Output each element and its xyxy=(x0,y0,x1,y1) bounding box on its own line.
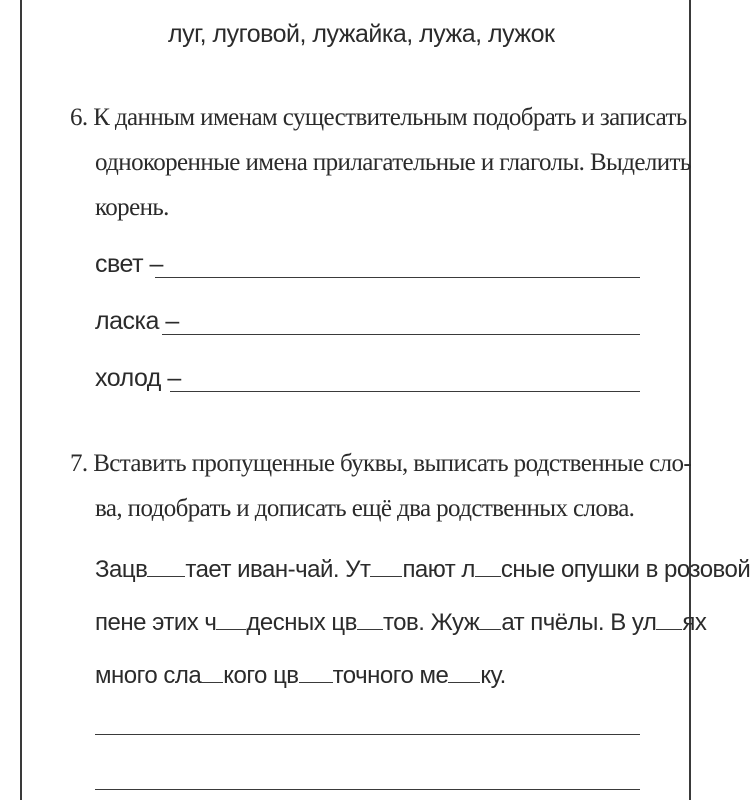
text-fragment: ку. xyxy=(480,662,506,689)
word-list: луг, луговой, лужайка, лужа, лужок xyxy=(168,20,555,48)
letter-gap[interactable] xyxy=(475,554,501,577)
letter-gap[interactable] xyxy=(201,660,223,683)
task-7-line-2: ва, подобрать и дописать ещё два родственных слова. xyxy=(95,495,635,522)
answer-label-svet: свет – xyxy=(95,250,163,278)
text-fragment: пают л xyxy=(402,556,475,583)
gap-text-line-1 xyxy=(95,543,750,596)
task-6-instructions xyxy=(70,95,691,230)
text-fragment: Зацв xyxy=(95,556,148,583)
letter-gap[interactable] xyxy=(479,607,501,630)
task-6-line-3: корень. xyxy=(95,194,169,221)
text-fragment: пене этих ч xyxy=(95,609,217,636)
letter-gap[interactable] xyxy=(357,607,383,630)
answer-line-svet[interactable] xyxy=(155,277,640,278)
text-fragment: тает иван-чай. Ут xyxy=(185,556,371,583)
text-fragment: ях xyxy=(682,609,707,636)
letter-gap[interactable] xyxy=(299,660,333,683)
answer-line-2[interactable] xyxy=(95,789,640,790)
text-fragment: ат пчёлы. В ул xyxy=(501,609,657,636)
task-7-line-1: 7. Вставить пропущенные буквы, выписать родственные сло- xyxy=(70,450,692,477)
task-7-instructions xyxy=(70,441,691,531)
answer-label-laska: ласка – xyxy=(95,307,179,335)
text-fragment: тов. Жуж xyxy=(382,609,480,636)
text-fragment: кого цв xyxy=(223,662,299,689)
answer-line-kholod[interactable] xyxy=(170,391,640,392)
answer-row-svet xyxy=(95,250,640,280)
task-6-line-2: однокоренные имена прилагательные и глаголы. Выделить xyxy=(95,149,691,176)
text-fragment: много сла xyxy=(95,662,202,689)
letter-gap[interactable] xyxy=(656,607,682,630)
letter-gap[interactable] xyxy=(448,660,480,683)
answer-label-kholod: холод – xyxy=(95,364,181,392)
gap-text-line-3 xyxy=(95,649,750,702)
answer-line-laska[interactable] xyxy=(162,334,640,335)
text-fragment: десных цв xyxy=(246,609,357,636)
gap-text-line-2 xyxy=(95,596,750,649)
text-fragment: точного ме xyxy=(332,662,449,689)
text-fragment: сные опушки в розовой xyxy=(500,556,750,583)
answer-row-laska xyxy=(95,307,640,337)
letter-gap[interactable] xyxy=(216,607,246,630)
answer-line-1[interactable] xyxy=(95,734,640,735)
letter-gap[interactable] xyxy=(370,554,402,577)
task-6-line-1: 6. К данным именам существительным подобрать и записать xyxy=(70,104,687,131)
answer-row-kholod xyxy=(95,364,640,394)
page-left-border xyxy=(20,0,22,800)
gap-fill-text xyxy=(95,543,750,702)
letter-gap[interactable] xyxy=(147,554,185,577)
